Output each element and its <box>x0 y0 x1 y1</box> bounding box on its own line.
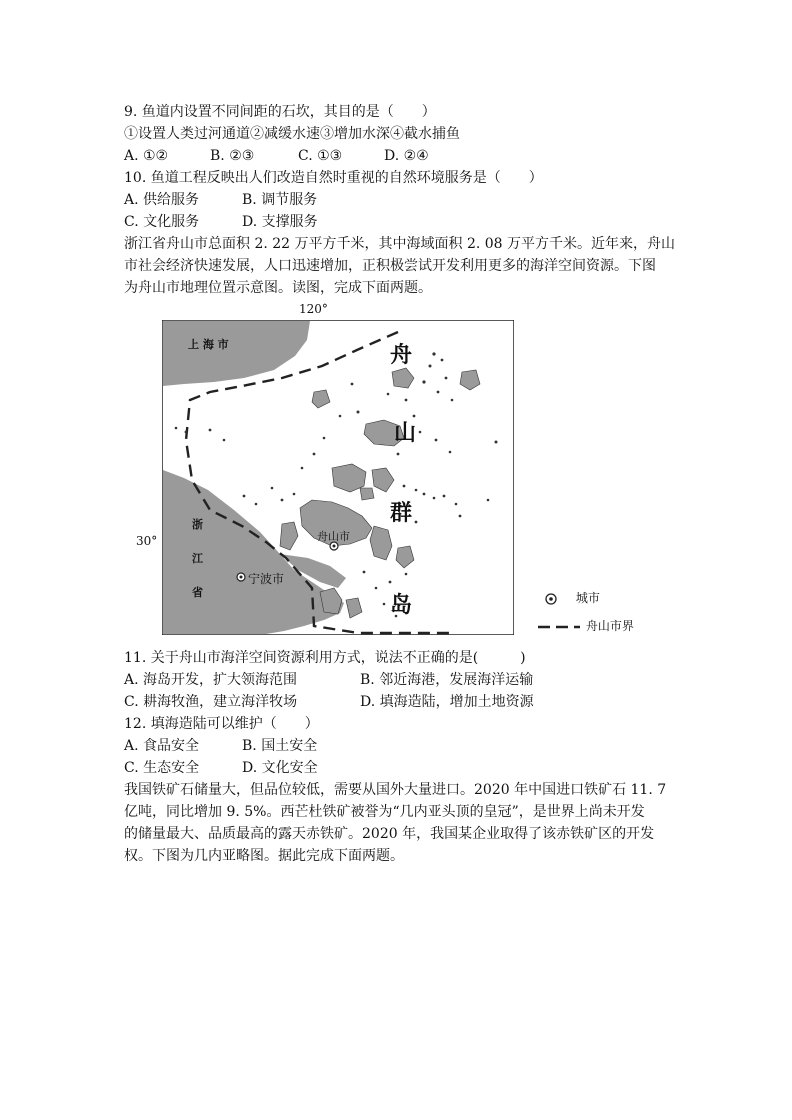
q10-option-b[interactable]: B. 调节服务 <box>242 192 318 208</box>
q11-option-c[interactable]: C. 耕海牧渔，建立海洋牧场 <box>124 694 298 710</box>
passage2-line-1: 我国铁矿石储量大，但品位较低，需要从国外大量进口。2020 年中国进口铁矿石 11. 7 <box>124 782 667 798</box>
q9-option-b[interactable]: B. ②③ <box>210 148 255 164</box>
zhoushan-map <box>162 320 514 635</box>
q10-options-row1 <box>124 189 317 211</box>
q12-option-a[interactable]: A. 食品安全 <box>124 738 200 754</box>
q9-options <box>124 145 429 167</box>
map-latitude-label: 30° <box>136 534 158 548</box>
q12-option-d[interactable]: D. 文化安全 <box>242 760 318 776</box>
passage1-line-2: 市社会经济快速发展，人口迅速增加，正积极尝试开发利用更多的海洋空间资源。下图 <box>124 258 656 274</box>
archipelago-label-2: 山 <box>394 420 417 446</box>
archipelago-label-1: 舟 <box>390 342 413 368</box>
q12-options-row1 <box>124 735 317 757</box>
q9-option-c[interactable]: C. ①③ <box>298 148 343 164</box>
q12-option-c[interactable]: C. 生态安全 <box>124 760 200 776</box>
q12-option-b[interactable]: B. 国土安全 <box>242 738 318 754</box>
q9-items: ①设置人类过河通道②减缓水速③增加水深④截水捕鱼 <box>124 126 460 142</box>
passage2-line-2: 亿吨，同比增加 9. 5%。西芒杜铁矿被誉为“几内亚头顶的皇冠”，是世界上尚未开发 <box>124 804 645 820</box>
q11-options-row1 <box>124 669 533 691</box>
zhejiang-label-3: 省 <box>192 586 203 599</box>
archipelago-label-3: 群 <box>390 500 413 526</box>
passage2-line-4: 权。下图为几内亚略图。据此完成下面两题。 <box>124 848 404 864</box>
q12-options-row2 <box>124 757 318 779</box>
q9-stem: 9. 鱼道内设置不同间距的石坎，其目的是（ ） <box>124 104 436 120</box>
legend-city-label: 城市 <box>575 591 600 605</box>
zhejiang-label-2: 江 <box>192 552 203 565</box>
q10-option-d[interactable]: D. 支撑服务 <box>242 214 318 230</box>
island <box>360 488 374 500</box>
ningbo-label: 宁波市 <box>248 572 285 586</box>
q11-option-b[interactable]: B. 邻近海港，发展海洋运输 <box>360 672 534 688</box>
passage1-line-1: 浙江省舟山市总面积 2. 22 万平方千米，其中海域面积 2. 08 万平方千米。近年来，舟山 <box>124 236 676 252</box>
legend-boundary <box>538 617 634 634</box>
q9-option-a[interactable]: A. ①② <box>124 148 169 164</box>
boundary-line-icon <box>538 622 580 632</box>
q11-option-d[interactable]: D. 填海造陆，增加土地资源 <box>360 694 534 710</box>
legend-city <box>544 589 600 606</box>
q10-stem: 10. 鱼道工程反映出人们改造自然时重视的自然环境服务是（ ） <box>124 170 543 186</box>
map-longitude-label: 120° <box>299 302 328 316</box>
zhoushan-city-label: 舟山市 <box>317 530 350 543</box>
q10-option-c[interactable]: C. 文化服务 <box>124 214 200 230</box>
city-icon <box>544 592 558 606</box>
q11-stem: 11. 关于舟山市海洋空间资源利用方式，说法不正确的是( ) <box>124 650 526 666</box>
passage1-line-3: 为舟山市地理位置示意图。读图，完成下面两题。 <box>124 280 432 296</box>
shanghai-label: 上 海 市 <box>188 338 229 351</box>
q11-options-row2 <box>124 691 534 713</box>
passage2-line-3: 的储量最大、品质最高的露天赤铁矿。2020 年，我国某企业取得了该赤铁矿区的开发 <box>124 826 655 842</box>
q11-option-a[interactable]: A. 海岛开发，扩大领海范围 <box>124 672 298 688</box>
q9-option-d[interactable]: D. ②④ <box>384 148 429 164</box>
q10-options-row2 <box>124 211 318 233</box>
ningbo-city-symbol <box>237 573 245 581</box>
q12-stem: 12. 填海造陆可以维护（ ） <box>124 716 319 732</box>
zhejiang-label-1: 浙 <box>192 518 203 531</box>
q10-option-a[interactable]: A. 供给服务 <box>124 192 200 208</box>
legend-boundary-label: 舟山市界 <box>585 619 634 633</box>
archipelago-label-4: 岛 <box>390 592 413 618</box>
zhoushan-map-svg <box>162 320 514 635</box>
